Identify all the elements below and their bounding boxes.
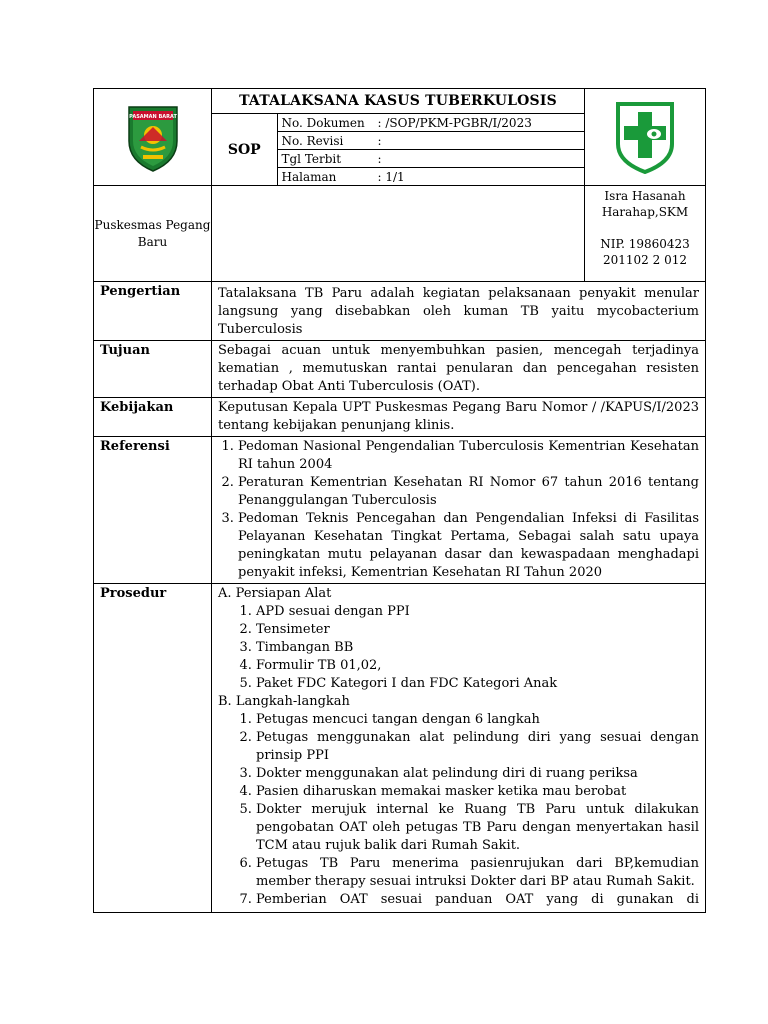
list-item: 2. Peraturan Kementrian Kesehatan RI Nomor 67 tahun 2016 tentang Penanggulangan Tuberculosis [238, 474, 699, 510]
referensi-list [218, 438, 699, 582]
list-item: 3. Timbangan BB [256, 639, 699, 657]
list-item: 6. Petugas TB Paru menerima pasienrujukan dari BP,kemudian member therapy sesuai intruksi Dokter dari BP atau Rumah Sakit. [256, 855, 699, 891]
list-item: 2. Tensimeter [256, 621, 699, 639]
sop-table [93, 88, 706, 913]
tujuan-text: Sebagai acuan untuk menyembuhkan pasien, mencegah terjadinya kematian , memutuskan rantai penularan dan pencegahan resisten terhadap Obat Anti Tuberculosis (OAT). [212, 341, 706, 398]
pengertian-label: Pengertian [94, 282, 212, 341]
referensi-body [212, 437, 706, 584]
signer-cell [585, 186, 706, 282]
kemenkes-logo-cell [585, 89, 706, 186]
prosedur-body [212, 584, 706, 913]
prosedur-part-b-title: B. Langkah-langkah [218, 694, 350, 709]
logo-cell [94, 89, 212, 186]
institution-cell [94, 186, 212, 282]
prosedur-label: Prosedur [94, 584, 212, 913]
meta-label-dokumen: No. Dokumen [281, 115, 365, 130]
list-item: 1. APD sesuai dengan PPI [256, 603, 699, 621]
list-item: 3. Pedoman Teknis Pencegahan dan Pengendalian Infeksi di Fasilitas Pelayanan Kesehatan Tingkat Pertama, Sebagai salah satu upaya peningkatan mutu pelayanan dasar dan kewaspadaan menghadapi penyakit infeksi, Kementrian Kesehatan RI Tahun 2020 [238, 510, 699, 582]
pasaman-barat-emblem-icon [123, 101, 183, 173]
blank-cell [212, 186, 585, 282]
meta-value-halaman: : 1/1 [377, 169, 405, 184]
signer-name: Isra Hasanah Harahap,SKM [601, 189, 689, 219]
prosedur-part-b-list [218, 711, 699, 909]
signer-nip-2: 201102 2 012 [603, 253, 687, 267]
tujuan-label: Tujuan [94, 341, 212, 398]
sop-label: SOP [212, 114, 277, 185]
prosedur-part-a-title: A. Persiapan Alat [218, 586, 332, 601]
meta-label-revisi: No. Revisi [281, 133, 344, 148]
meta-label-halaman: Halaman [281, 169, 337, 184]
sop-document [93, 88, 705, 913]
svg-text:PASAMAN BARAT: PASAMAN BARAT [128, 114, 177, 120]
kebijakan-label: Kebijakan [94, 398, 212, 437]
kebijakan-text: Keputusan Kepala UPT Puskesmas Pegang Baru Nomor / /KAPUS/I/2023 tentang kebijakan penunjang klinis. [212, 398, 706, 437]
meta-value-terbit: : [377, 151, 382, 166]
title-block [212, 89, 585, 186]
list-item: 2. Petugas menggunakan alat pelindung diri yang sesuai dengan prinsip PPI [256, 729, 699, 765]
referensi-label: Referensi [94, 437, 212, 584]
list-item: 1. Pedoman Nasional Pengendalian Tuberculosis Kementrian Kesehatan RI tahun 2004 [238, 438, 699, 474]
document-title: TATALAKSANA KASUS TUBERKULOSIS [212, 89, 584, 114]
list-item: 3. Dokter menggunakan alat pelindung diri di ruang periksa [256, 765, 699, 783]
prosedur-part-a-list [218, 603, 699, 693]
kemenkes-logo-icon [614, 100, 676, 174]
list-item: 1. Petugas mencuci tangan dengan 6 langkah [256, 711, 699, 729]
list-item: 4. Pasien diharuskan memakai masker ketika mau berobat [256, 783, 699, 801]
signer-nip-1: NIP. 19860423 [600, 237, 690, 251]
list-item: 4. Formulir TB 01,02, [256, 657, 699, 675]
list-item: 5. Paket FDC Kategori I dan FDC Kategori Anak [256, 675, 699, 693]
meta-label-terbit: Tgl Terbit [281, 151, 342, 166]
list-item: 7. Pemberian OAT sesuai panduan OAT yang di gunakan di [256, 891, 699, 909]
institution-name: Puskesmas Pegang Baru [94, 217, 211, 249]
meta-value-dokumen: : /SOP/PKM-PGBR/I/2023 [377, 115, 532, 130]
pengertian-text: Tatalaksana TB Paru adalah kegiatan pelaksanaan penyakit menular langsung yang disebabkan oleh kuman TB yaitu mycobacterium Tuberculosis [212, 282, 706, 341]
meta-value-revisi: : [377, 133, 382, 148]
list-item: 5. Dokter merujuk internal ke Ruang TB Paru untuk dilakukan pengobatan OAT oleh petugas TB Paru dengan menyertakan hasil TCM atau rujuk balik dari Rumah Sakit. [256, 801, 699, 855]
